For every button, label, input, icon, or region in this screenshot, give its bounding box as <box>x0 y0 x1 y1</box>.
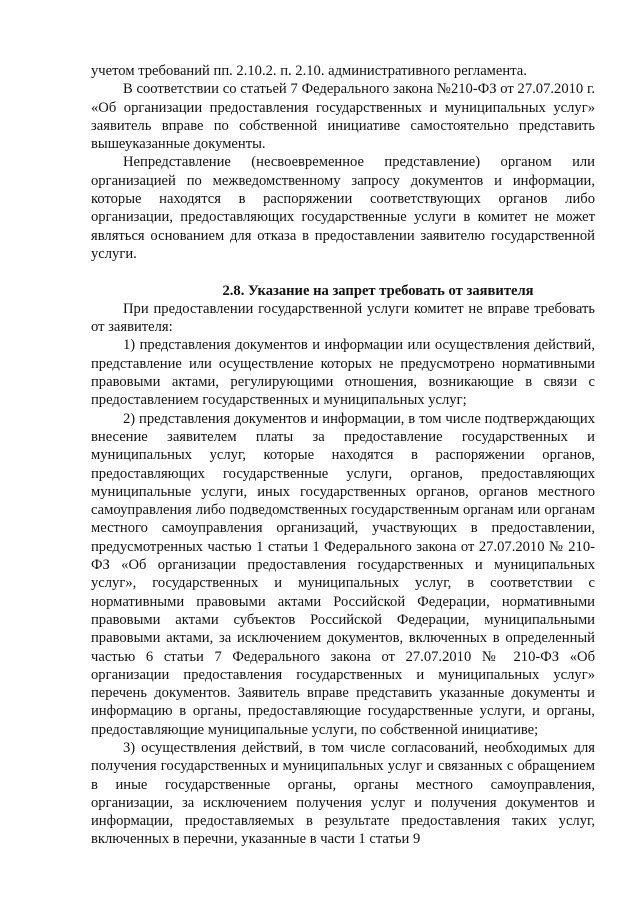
section-heading-2-8: 2.8. Указание на запрет требовать от заявителя <box>222 282 534 299</box>
list-item-3: 3) осуществления действий, в том числе согласований, необходимых для получения государственных и муниципальных услуг и связанных с обращением в иные государственные органы, органы местного самоуправления, организации, за исключением получения услуг и получения документов и информации, предоставляемых в результате предоставления таких услуг, включенных в перечни, указанные в части 1 статьи 9 <box>91 739 595 848</box>
document-page <box>91 62 595 849</box>
list-item-2: 2) представления документов и информации, в том числе подтверждающих внесение заявителем платы за предоставление государственных и муниципальных услуг, которые находятся в распоряжении органов, предоставляющих государственные услуги, органов, предоставляющих муниципальные услуги, иных государственных органов, органов местного самоуправления либо подведомственных государственным органам или органам местного самоуправления организаций, участвующих в предоставлении, предусмотренных частью 1 статьи 1 Федерального закона от 27.07.2010 № 210-ФЗ «Об организации предоставления государственных и муниципальных услуг», государственных и муниципальных услуг, в соответствии с нормативными правовыми актами Российской Федерации, нормативными правовыми актами субъектов Российской Федерации, муниципальными правовыми актами, за исключением документов, включенных в определенный частью 6 статьи 7 Федерального закона от 27.07.2010 № 210-ФЗ «Об организации предоставления государственных и муниципальных услуг» перечень документов. Заявитель вправе представить указанные документы и информацию в органы, предоставляющие государственные услуги, и органы, предоставляющие муниципальные услуги, по собственной инициативе; <box>91 410 595 738</box>
paragraph-non-submission: Непредставление (несвоевременное представление) органом или организацией по межведомственному запросу документов и информации, которые находятся в распоряжении соответствующих органов либо организации, предоставляющих государственные услуги в комитет не может являться основанием для отказа в предоставлении заявителю государственной услуги. <box>91 154 595 262</box>
paragraph-prohibition-intro: При предоставлении государственной услуги комитет не вправе требовать от заявителя: <box>91 300 595 336</box>
paragraph-continuation: учетом требований пп. 2.10.2. п. 2.10. административного регламента. <box>91 63 527 79</box>
list-item-1: 1) представления документов и информации или осуществления действий, представление или осуществление которых не предусмотрено нормативными правовыми актами, регулирующими отношения, возникающие в связи с предоставлением государственных и муниципальных услуг; <box>91 337 595 409</box>
paragraph-article-7-right: В соответствии со статьей 7 Федерального закона №210-ФЗ от 27.07.2010 г. «Об организации предоставления государственных и муниципальных услуг» заявитель вправе по собственной инициативе самостоятельно представить вышеуказанные документы. <box>91 81 595 153</box>
